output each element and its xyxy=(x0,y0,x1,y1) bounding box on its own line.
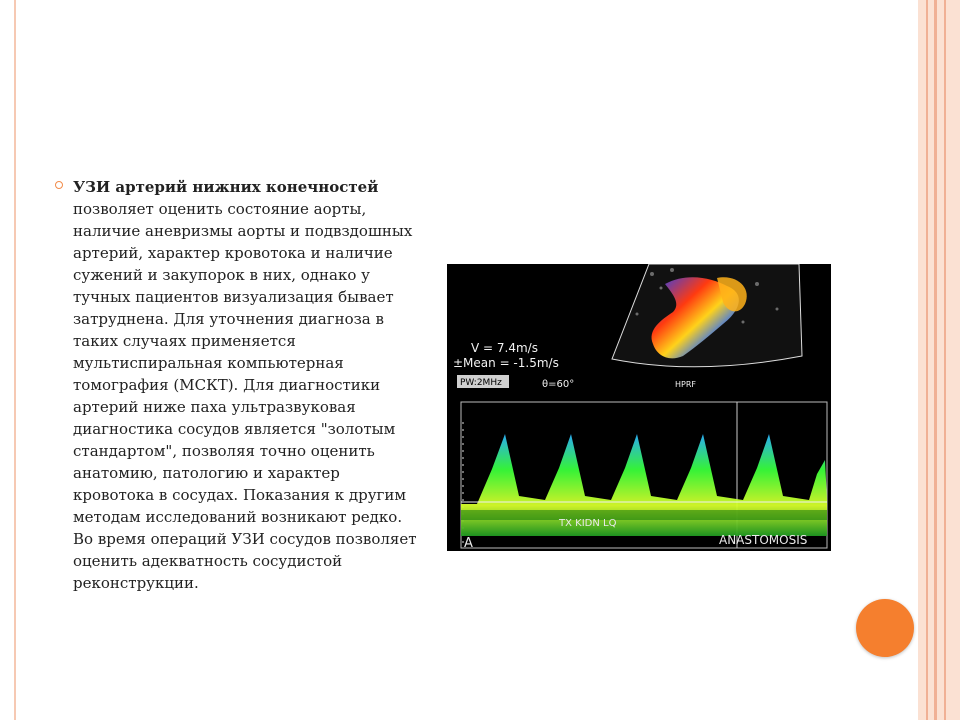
pw-readout: PW:2MHz xyxy=(460,378,502,388)
paragraph-lead: УЗИ артерий нижних конечностей xyxy=(73,178,379,196)
bullet-icon xyxy=(55,181,63,189)
location-label: TX KIDN LQ xyxy=(559,518,617,529)
slide-text-block xyxy=(58,176,418,594)
orange-circle-decoration xyxy=(856,599,914,657)
doppler-ultrasound-image xyxy=(447,264,831,551)
left-border-line xyxy=(14,0,16,720)
mode-readout: HPRF xyxy=(675,380,696,389)
panel-label: A xyxy=(464,536,473,551)
slide-paragraph xyxy=(58,176,418,594)
mean-readout: ±Mean = -1.5m/s xyxy=(453,356,559,370)
right-border-band xyxy=(918,0,960,720)
velocity-readout: V = 7.4m/s xyxy=(471,341,538,355)
site-label: ANASTOMOSIS xyxy=(719,533,808,547)
paragraph-body: позволяет оценить состояние аорты, наличие аневризмы аорты и подвздошных артерий, характер кровотока и наличие сужений и закупорок в них, однако у тучных пациентов визуализация бывает затруднена. Для уточнения диагноза в таких случаях применяется мультиспиральная компьютерная томография (МСКТ). Для диагностики артерий ниже паха ультразвуковая диагностика сосудов является "золотым стандартом", позволяя точно оценить анатомию, патологию и характер кровотока в сосудах. Показания к другим методам исследований возникают редко. Во время операций УЗИ сосудов позволяет оценить адекватность сосудистой реконструкции. xyxy=(73,200,417,592)
angle-readout: θ=60° xyxy=(542,379,575,390)
